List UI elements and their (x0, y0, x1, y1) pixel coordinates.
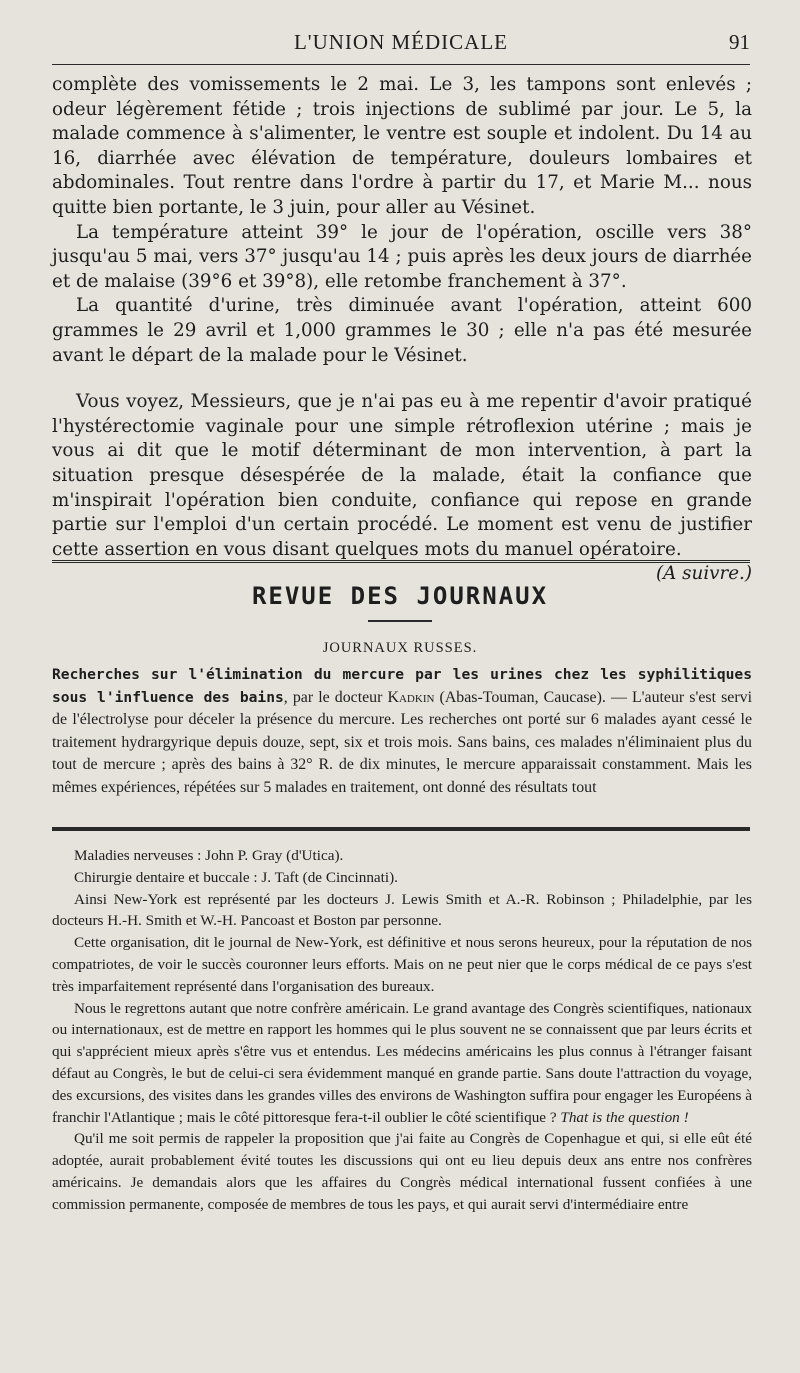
header-rule (52, 64, 750, 65)
article-author: Kadkin (387, 688, 435, 706)
article-location: (Abas-Touman, Caucase). (434, 688, 606, 706)
paragraph (52, 998, 752, 1129)
column-divider (52, 827, 750, 831)
paragraph: Qu'il me soit permis de rappeler la proposition que j'ai faite au Congrès de Copenhague et qui, si elle eût été adoptée, aurait probablement évité toutes les discussions qui ont eu lieu depuis deux ans entre nos confrères américains. Je demandais alors que les affaires du Congrès médical international fussent confiées à une commission permanente, composée de membres de tous les pays, et qui aurait servi d'intermédiaire entre (52, 1130, 752, 1213)
article-title: Recherches sur l'élimination du mercure par les urines chez les syphilitiques sous l'influence des bains (52, 666, 752, 706)
quote: That is the question ! (560, 1108, 689, 1126)
section-title: REVUE DES JOURNAUX (251, 582, 549, 610)
case-report-text (52, 73, 752, 587)
section-divider (52, 560, 750, 563)
article-byline: , par le docteur (283, 688, 388, 706)
paragraph-text: Nous le regrettons autant que notre confrère américain. Le grand avantage des Congrès scientifiques, nationaux ou internationaux, est de mettre en rapport les hommes qui le plus souvent ne se connaissent que par leurs écrits et qui s'apprécient mieux après s'être vus et entendus. Les médecins américains les plus connus à l'étranger faisant défaut au Congrès, le but de celui-ci sera évidemment manqué en grande partie. Sans doute l'attraction du voyage, des excursions, des visites dans les grandes villes des environs de Washington suffira pour engager les Européens à franchir l'Atlantique ; mais le côté pittoresque fera-t-il oublier le côté scientifique ? (52, 999, 752, 1126)
title-underline (368, 620, 432, 622)
journal-title: L'UNION MÉDICALE (293, 30, 508, 54)
page-number: 91 (729, 30, 750, 54)
article-paragraph (52, 664, 752, 800)
running-header (52, 26, 750, 56)
paragraph: La température atteint 39° le jour de l'opération, oscille vers 38° jusqu'au 5 mai, vers 37° jusqu'au 14 ; puis après les deux jours de diarrhée et de malaise (39°6 et 39°8), elle retombe franchement à 37°. (52, 221, 752, 292)
journal-review-article (52, 664, 752, 800)
paragraph: La quantité d'urine, très diminuée avant l'opération, atteint 600 grammes le 29 avril et 1,000 grammes le 30 ; elle n'a pas été mesurée avant le départ de la malade pour le Vésinet. (52, 295, 752, 366)
section-subtitle: JOURNAUX RUSSES. (322, 640, 478, 656)
paragraph: complète des vomissements le 2 mai. Le 3, les tampons sont enlevés ; odeur légèrement fétide ; trois injections de sublimé par jour. Le 5, la malade commence à s'alimenter, le ventre est souple et indolent. Du 14 au 16, diarrhée avec élévation de température, douleurs lombaires et abdominales. Tout rentre dans l'ordre à partir du 17, et Marie M... nous quitte bien portante, le 3 juin, pour aller au Vésinet. (52, 74, 752, 218)
paragraph (52, 390, 752, 585)
continuation-note: (A suivre.) (656, 563, 752, 585)
paragraph: Ainsi New-York est représenté par les docteurs J. Lewis Smith et A.-R. Robinson ; Philadelphie, par les docteurs H.-H. Smith et W.-H. Pancoast et Boston par personne. (52, 890, 752, 930)
paragraph-text: Vous voyez, Messieurs, que je n'ai pas eu à me repentir d'avoir pratiqué l'hystérectomie vaginale pour une simple rétroflexion utérine ; mais je vous ai dit que le motif déterminant de mon intervention, à part la situation presque désespérée de la malade, était la confiance que m'inspirait l'opération bien conduite, confiance qui repose en grande partie sur l'emploi d'un certain procédé. Le moment est venu de justifier cette assertion en vous disant quelques mots du manuel opératoire. (52, 391, 752, 560)
article-body: — L'auteur s'est servi de l'électrolyse pour déceler la présence du mercure. Les recherches ont porté sur 6 malades ayant cessé le traitement hydrargyrique depuis douze, sept, six et trois mois. Sans bains, ces malades n'éliminaient plus du tout de mercure ; après des bains à 32° R. de dix minutes, le mercure apparaissait constamment. Mais les mêmes expériences, répétées sur 5 malades en traitement, ont donné des résultats tout (52, 688, 752, 796)
list-line: Chirurgie dentaire et buccale : J. Taft (de Cincinnati). (74, 868, 398, 886)
paragraph: Cette organisation, dit le journal de New-York, est définitive et nous serons heureux, pour la réputation de nos compatriotes, de voir le succès couronner leurs efforts. Mais on ne peut nier que le corps médical de ce pays s'est très imparfaitement représenté dans l'organisation des bureaux. (52, 934, 752, 995)
feuilleton-text (52, 845, 752, 1216)
list-line: Maladies nerveuses : John P. Gray (d'Utica). (74, 847, 344, 864)
